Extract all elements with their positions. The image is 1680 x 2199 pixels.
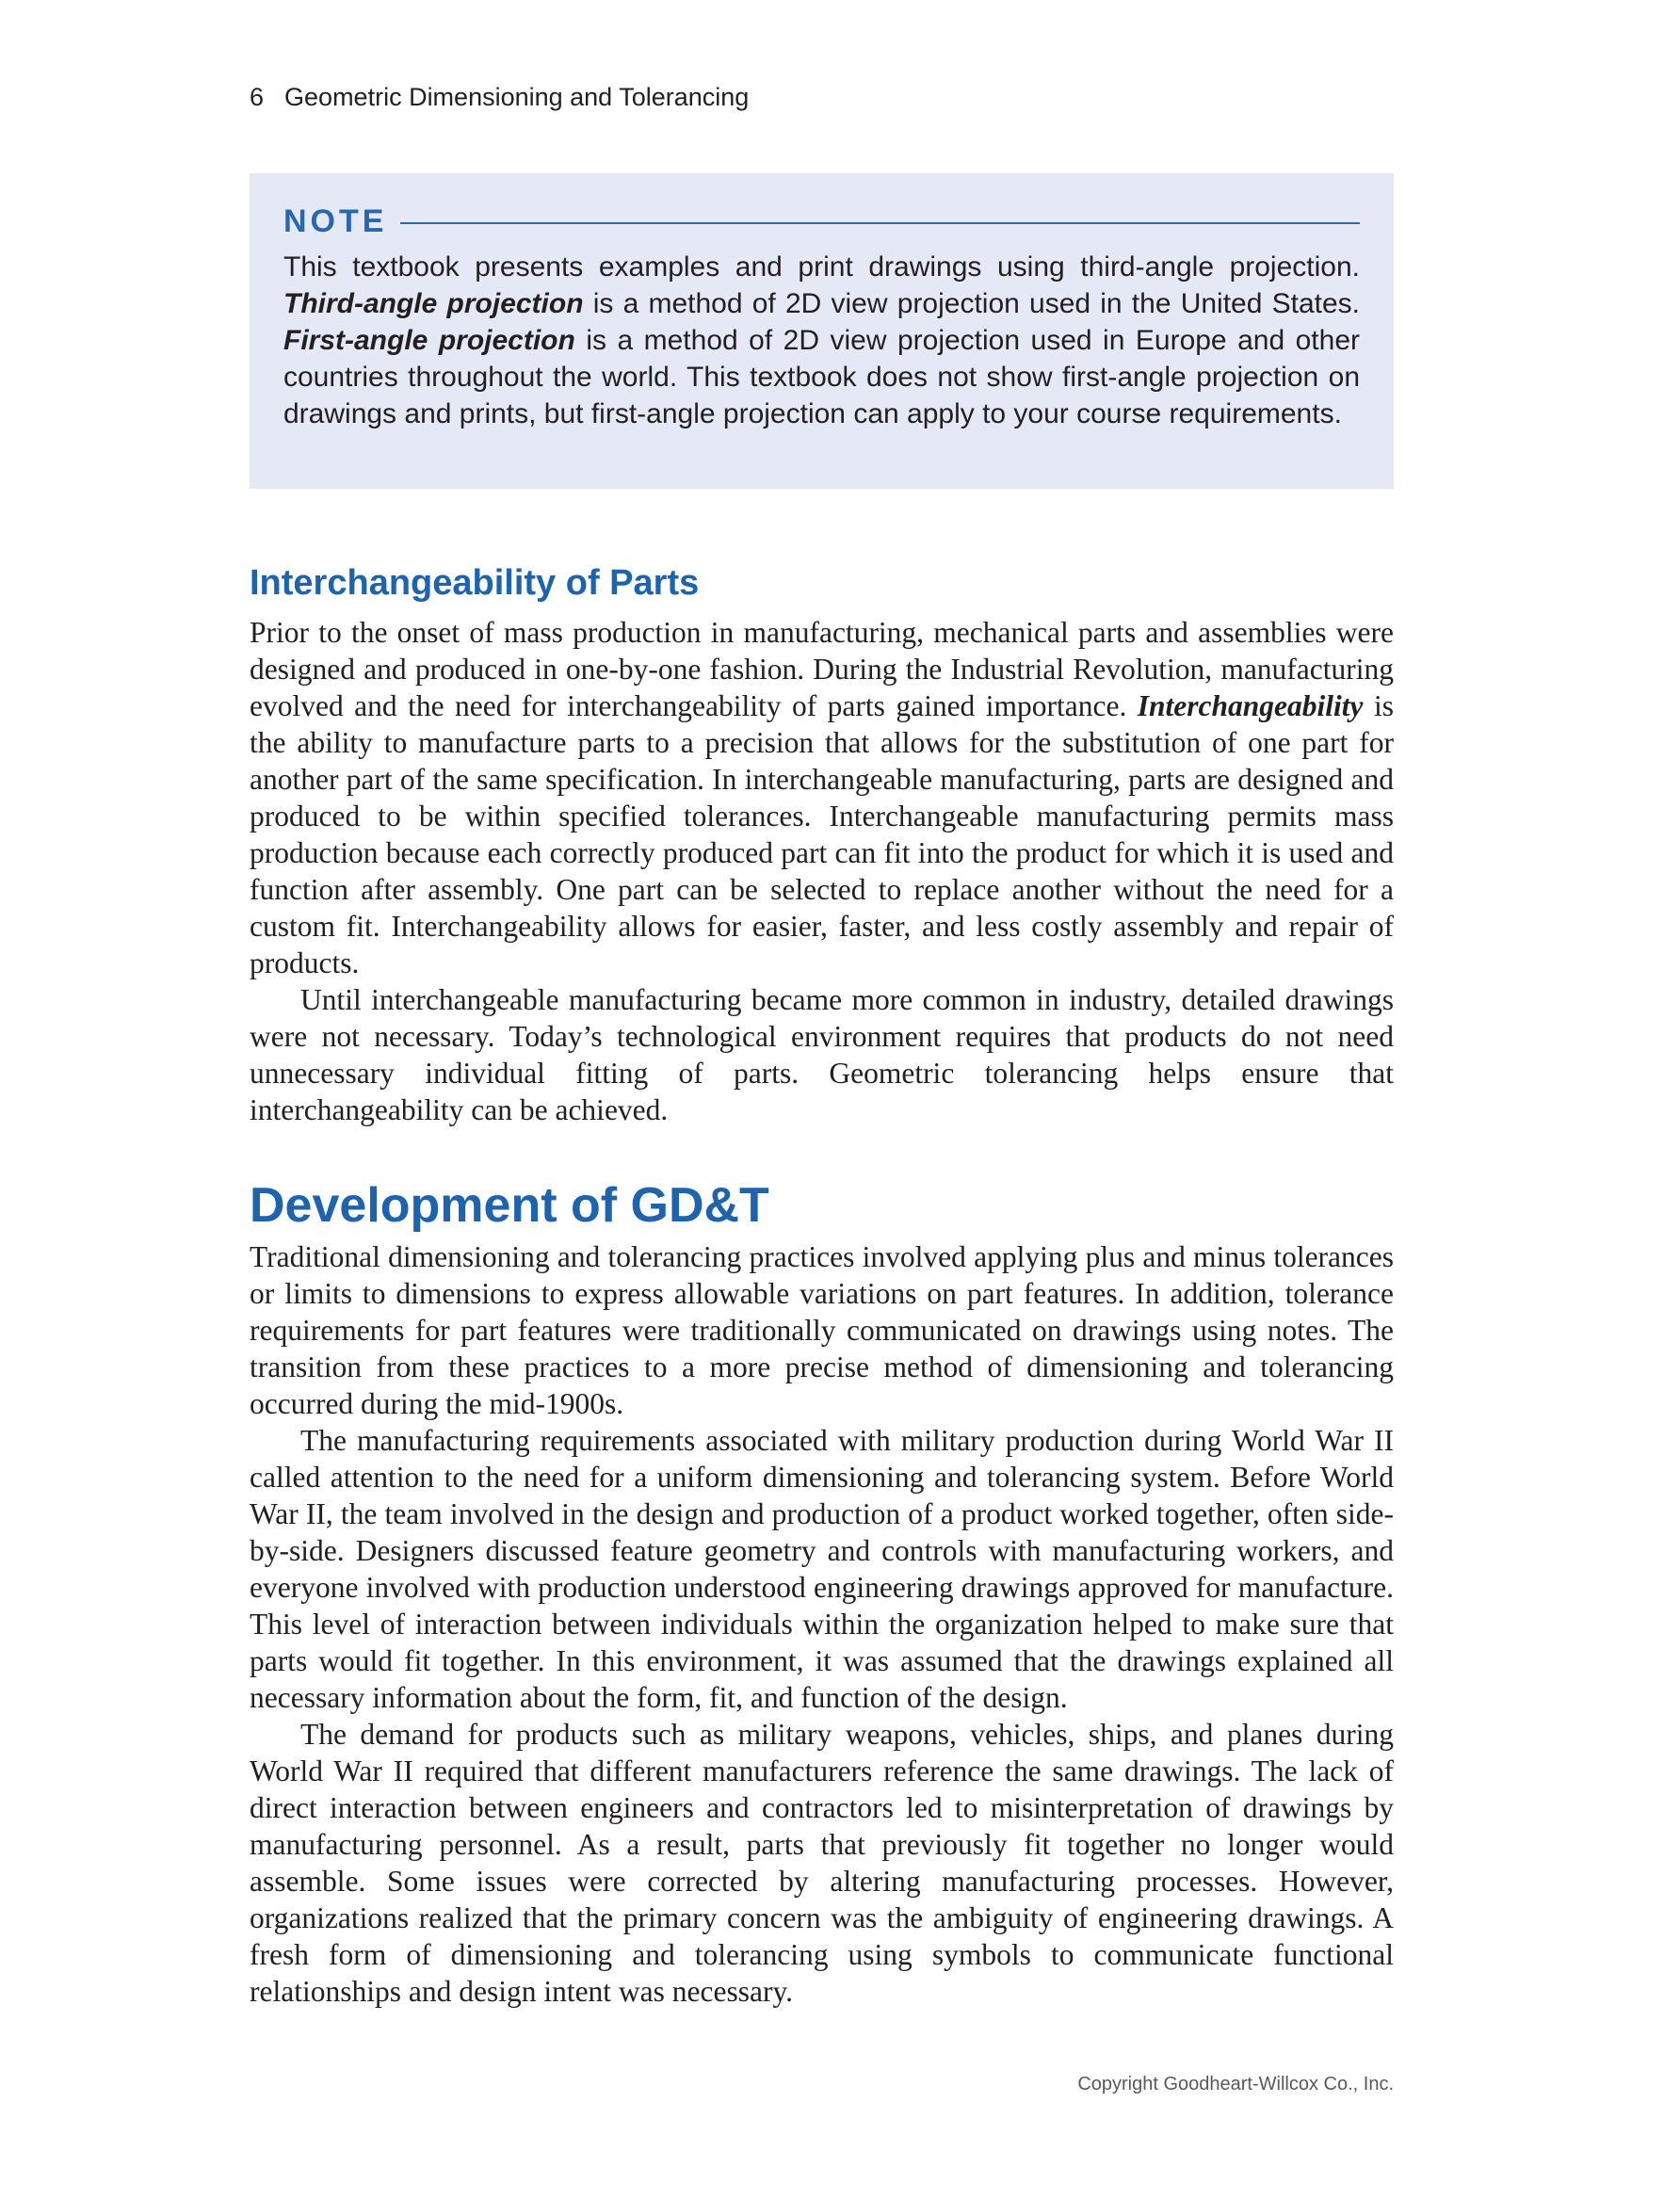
note-text: [283, 249, 1360, 432]
heading-development: Development of GD&T: [250, 1178, 769, 1233]
paragraph: Until interchangeable manufacturing became more common in industry, detailed drawings were not necessary. Today’s technological environment requires that products do not need unnecessary individual fitting of parts. Geometric tolerancing helps ensure that interchangeability can be achieved.: [250, 983, 1394, 1126]
note-text-part-3: is a method of 2D view projection used in Europe and other countries throughout the world. This textbook does not show first-angle projection on drawings and prints, but first-angle projection can apply to your course requirements.: [283, 325, 1360, 429]
note-rule: [400, 222, 1360, 224]
note-term-third-angle: Third-angle projection: [283, 288, 584, 319]
paragraph-text: is the ability to manufacture parts to a precision that allows for the substitution of one part for another part of the same specification. In interchangeable manufacturing, parts are designed and produced to be within specified tolerances. Interchangeable manufacturing permits mass production because each correctly produced part can fit into the product for which it is used and function after assembly. One part can be selected to replace another without the need for a custom fit. Interchangeability allows for easier, faster, and less costly assembly and repair of products.: [250, 689, 1394, 979]
section-interchangeability-body: [250, 614, 1394, 1128]
paragraph: [250, 614, 1394, 981]
note-box: [250, 173, 1394, 489]
running-head: [250, 83, 749, 112]
note-text-part-2: is a method of 2D view projection used in the United States.: [583, 288, 1361, 319]
section-development-body: [250, 1238, 1394, 2010]
note-text-part-1: This textbook presents examples and print drawings using third-angle projection.: [283, 251, 1360, 283]
copyright-footer: Copyright Goodheart-Willcox Co., Inc.: [1077, 2074, 1394, 2094]
term-interchangeability: Interchangeability: [1137, 689, 1364, 722]
paragraph-text: Prior to the onset of mass production in manufacturing, mechanical parts and assemblies were designed and produced in one-by-one fashion. During the Industrial Revolution, manufacturing evolved and the need for interchangeability of parts gained importance.: [250, 616, 1394, 722]
note-title: NOTE: [283, 202, 388, 239]
paragraph: The demand for products such as military weapons, vehicles, ships, and planes during World War II required that different manufacturers reference the same drawings. The lack of direct interaction between engineers and contractors led to misinterpretation of drawings by manufacturing personnel. As a result, parts that previously fit together no longer would assemble. Some issues were corrected by altering manufacturing processes. However, organizations realized that the primary concern was the ambiguity of engineering drawings. A fresh form of dimensioning and tolerancing using symbols to communicate functional relationships and design intent was necessary.: [250, 1718, 1394, 2008]
note-term-first-angle: First-angle projection: [283, 325, 575, 356]
book-title: Geometric Dimensioning and Tolerancing: [284, 83, 750, 111]
paragraph: The manufacturing requirements associated with military production during World War II called attention to the need for a uniform dimensioning and tolerancing system. Before World War II, the team involved in the design and production of a product worked together, often side-by-side. Designers discussed feature geometry and controls with manufacturing workers, and everyone involved with production understood engineering drawings approved for manufacture. This level of interaction between individuals within the organization helped to make sure that parts would fit together. In this environment, it was assumed that the drawings explained all necessary information about the form, fit, and function of the design.: [250, 1424, 1394, 1714]
paragraph: Traditional dimensioning and tolerancing practices involved applying plus and minus tolerances or limits to dimensions to express allowable variations on part features. In addition, tolerance requirements for part features were traditionally communicated on drawings using notes. The transition from these practices to a more precise method of dimensioning and tolerancing occurred during the mid-1900s.: [250, 1240, 1394, 1420]
heading-interchangeability: Interchangeability of Parts: [250, 563, 700, 603]
note-header: [283, 202, 1360, 241]
page-number: 6: [250, 83, 265, 111]
